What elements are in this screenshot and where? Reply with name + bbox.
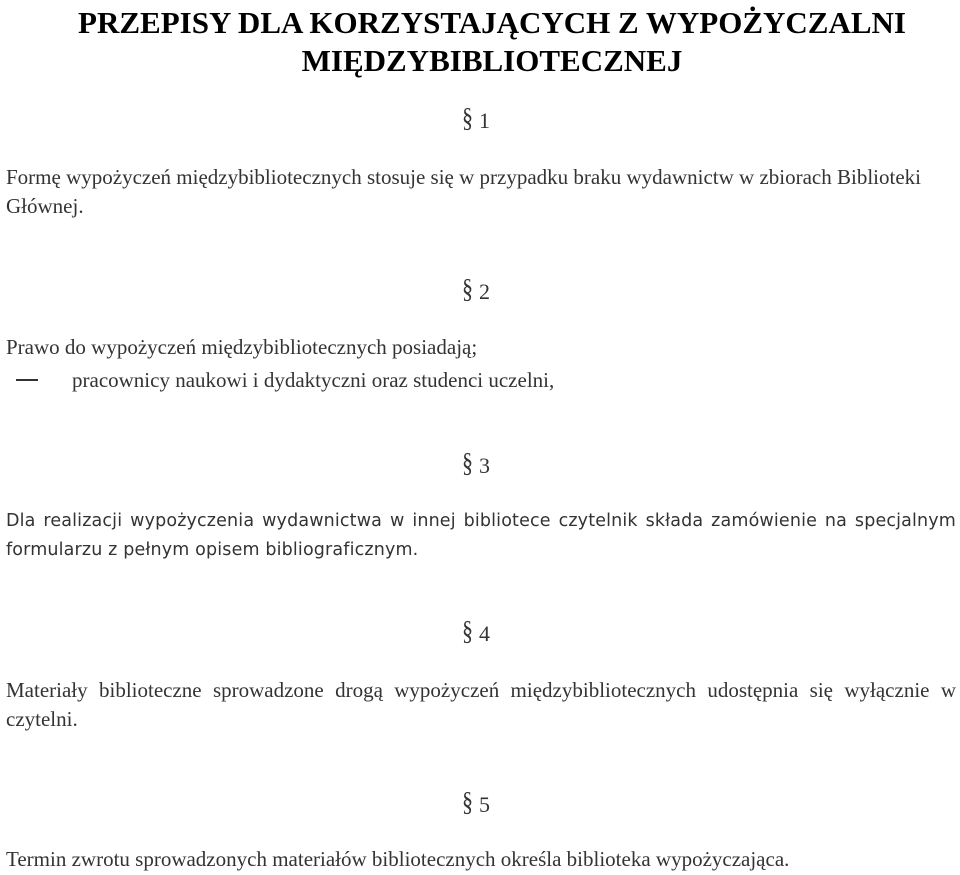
section-4-heading (462, 614, 490, 647)
section-2-heading (462, 272, 490, 305)
section-4-text: Materiały biblioteczne sprowadzone drogą wypożyczeń międzybibliotecznych udostępnia się wyłącznie w czytelni. (6, 678, 956, 731)
section-2-text: Prawo do wypożyczeń międzybibliotecznych posiadają; (6, 335, 478, 359)
section-2-list-item (6, 366, 554, 395)
section-3-text: Dla realizacji wypożyczenia wydawnictwa w innej bibliotece czytelnik składa zamówienie na specjalnym formularzu z pełnym opisem bibliograficznym. (6, 511, 956, 560)
section-symbol: § (462, 785, 473, 817)
section-1-heading (462, 101, 490, 134)
section-symbol: § (462, 101, 473, 133)
section-symbol: § (462, 446, 473, 478)
section-5-heading (462, 785, 490, 818)
dash-bullet (16, 379, 38, 381)
section-1-text: Formę wypożyczeń międzybibliotecznych stosuje się w przypadku braku wydawnictw w zbiorach Biblioteki Głównej. (6, 165, 921, 218)
section-number: 4 (479, 621, 490, 646)
section-symbol: § (462, 272, 473, 304)
section-number: 1 (479, 108, 490, 133)
section-3-heading (462, 446, 490, 479)
section-5-text: Termin zwrotu sprowadzonych materiałów bibliotecznych określa biblioteka wypożyczająca. (6, 847, 790, 871)
section-number: 5 (479, 792, 490, 817)
section-number: 3 (479, 453, 490, 478)
section-symbol: § (462, 614, 473, 646)
list-item-text: pracownicy naukowi i dydaktyczni oraz studenci uczelni, (72, 368, 555, 392)
document-title: PRZEPISY DLA KORZYSTAJĄCYCH Z WYPOŻYCZALNI MIĘDZYBIBLIOTECZNEJ (78, 5, 906, 78)
section-number: 2 (479, 279, 490, 304)
